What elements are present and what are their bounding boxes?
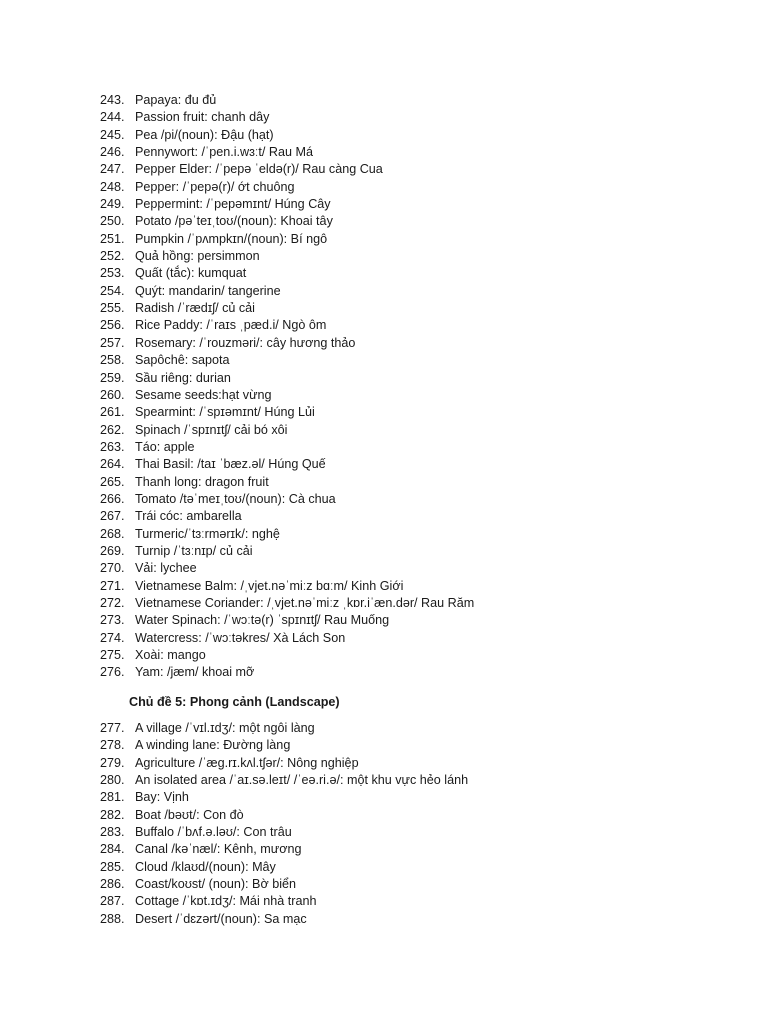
item-text: Watercress: /ˈwɔːtəkres/ Xà Lách Son	[135, 630, 346, 645]
item-text: Thai Basil: /taɪ ˈbæz.əl/ Húng Quế	[135, 457, 326, 472]
item-number: 270.	[100, 561, 125, 576]
item-number: 283.	[100, 825, 125, 840]
item-text: Radish /ˈrædɪʃ/ củ cải	[135, 301, 255, 316]
vocabulary-list-fruits-vegetables	[0, 92, 768, 682]
list-item	[0, 92, 768, 109]
list-item	[0, 560, 768, 577]
item-text: Vietnamese Coriander: /ˌvjet.nəˈmiːz ˌkɒr.iˈæn.dər/ Rau Răm	[135, 595, 475, 610]
item-text: Pennywort: /ˈpen.i.wɜːt/ Rau Má	[135, 145, 313, 160]
item-text: Sầu riêng: durian	[135, 370, 231, 385]
item-number: 248.	[100, 179, 125, 194]
list-item	[0, 161, 768, 178]
item-number: 260.	[100, 387, 125, 402]
item-text: An isolated area /ˈaɪ.sə.leɪt/ /ˈeə.ri.ə/: một khu vực hẻo lánh	[135, 773, 469, 788]
vocabulary-list-landscape	[0, 720, 768, 928]
item-number: 266.	[100, 491, 125, 506]
item-text: Agriculture /ˈæg.rɪ.kʌl.tʃər/: Nông nghiệp	[135, 755, 359, 770]
item-number: 286.	[100, 877, 125, 892]
item-number: 250.	[100, 214, 125, 229]
list-item	[0, 231, 768, 248]
list-item	[0, 196, 768, 213]
item-text: Quýt: mandarin/ tangerine	[135, 283, 281, 298]
item-text: Papaya: đu đủ	[135, 93, 217, 107]
list-item	[0, 578, 768, 595]
list-item	[0, 439, 768, 456]
item-text: Pea /pi/(noun): Đậu (hạt)	[135, 127, 274, 142]
item-number: 261.	[100, 405, 125, 420]
item-text: Vietnamese Balm: /ˌvjet.nəˈmiːz bɑːm/ Kinh Giới	[135, 578, 404, 593]
item-number: 269.	[100, 543, 125, 558]
item-text: Quất (tắc): kumquat	[135, 266, 247, 281]
item-text: Trái cóc: ambarella	[135, 509, 242, 524]
list-item	[0, 317, 768, 334]
list-item	[0, 144, 768, 161]
list-item	[0, 859, 768, 876]
list-item	[0, 404, 768, 421]
item-number: 253.	[100, 266, 125, 281]
item-number: 277.	[100, 721, 125, 735]
item-text: Buffalo /ˈbʌf.ə.ləʊ/: Con trâu	[135, 825, 292, 840]
item-number: 280.	[100, 773, 125, 788]
item-number: 254.	[100, 283, 125, 298]
item-text: Cottage /ˈkɒt.ɪdʒ/: Mái nhà tranh	[135, 894, 317, 909]
item-text: Water Spinach: /ˈwɔːtə(r) ˈspɪnɪtʃ/ Rau Muống	[135, 613, 390, 628]
item-text: A village /ˈvɪl.ɪdʒ/: một ngôi làng	[135, 721, 315, 735]
item-text: Desert /ˈdɛzərt/(noun): Sa mạc	[135, 911, 307, 926]
item-number: 284.	[100, 842, 125, 857]
list-item	[0, 526, 768, 543]
list-item	[0, 893, 768, 910]
list-item	[0, 824, 768, 841]
list-item	[0, 300, 768, 317]
item-number: 245.	[100, 127, 125, 142]
item-number: 251.	[100, 231, 125, 246]
list-item	[0, 283, 768, 300]
item-number: 262.	[100, 422, 125, 437]
list-item	[0, 265, 768, 282]
item-text: Turmeric/ˈtɜːrmərɪk/: nghệ	[135, 526, 280, 541]
item-number: 285.	[100, 859, 125, 874]
item-number: 247.	[100, 162, 125, 177]
item-text: Peppermint: /ˈpepəmɪnt/ Húng Cây	[135, 197, 331, 212]
item-text: A winding lane: Đường làng	[135, 738, 291, 753]
item-text: Sapôchê: sapota	[135, 353, 230, 368]
list-item	[0, 876, 768, 893]
item-text: Coast/koʊst/ (noun): Bờ biển	[135, 877, 297, 892]
list-item	[0, 911, 768, 928]
item-text: Xoài: mango	[135, 648, 206, 662]
list-item	[0, 789, 768, 806]
list-item	[0, 630, 768, 647]
item-number: 274.	[100, 630, 125, 645]
list-item	[0, 179, 768, 196]
item-number: 259.	[100, 370, 125, 385]
item-number: 287.	[100, 894, 125, 909]
section-title: Chủ đề 5: Phong cảnh (Landscape)	[129, 695, 340, 709]
list-item	[0, 755, 768, 772]
item-text: Pepper: /ˈpepə(r)/ ớt chuông	[135, 179, 295, 194]
item-number: 258.	[100, 353, 125, 368]
item-number: 282.	[100, 807, 125, 822]
list-item	[0, 737, 768, 754]
item-text: Canal /kəˈnæl/: Kênh, mương	[135, 842, 302, 857]
item-text: Táo: apple	[135, 439, 195, 454]
item-text: Passion fruit: chanh dây	[135, 110, 270, 125]
item-text: Boat /bəʊt/: Con đò	[135, 807, 244, 822]
item-number: 256.	[100, 318, 125, 333]
item-number: 255.	[100, 301, 125, 316]
item-text: Cloud /klaʊd/(noun): Mây	[135, 859, 276, 874]
list-item	[0, 248, 768, 265]
item-text: Vải: lychee	[135, 561, 197, 576]
item-text: Thanh long: dragon fruit	[135, 474, 269, 489]
item-number: 275.	[100, 648, 125, 662]
item-number: 244.	[100, 110, 125, 125]
list-item	[0, 841, 768, 858]
item-number: 246.	[100, 145, 125, 160]
list-item	[0, 387, 768, 404]
item-number: 243.	[100, 93, 125, 107]
list-item	[0, 664, 768, 681]
item-number: 272.	[100, 595, 125, 610]
item-text: Turnip /ˈtɜːnɪp/ củ cải	[135, 543, 253, 558]
item-number: 271.	[100, 578, 125, 593]
item-number: 267.	[100, 509, 125, 524]
item-number: 278.	[100, 738, 125, 753]
item-number: 268.	[100, 526, 125, 541]
item-text: Pepper Elder: /ˈpepə ˈeldə(r)/ Rau càng Cua	[135, 162, 383, 177]
item-number: 249.	[100, 197, 125, 212]
item-number: 273.	[100, 613, 125, 628]
item-text: Spinach /ˈspɪnɪtʃ/ cải bó xôi	[135, 422, 288, 437]
item-number: 264.	[100, 457, 125, 472]
item-number: 276.	[100, 665, 125, 680]
list-item	[0, 720, 768, 737]
item-number: 279.	[100, 755, 125, 770]
list-item	[0, 612, 768, 629]
item-number: 257.	[100, 335, 125, 350]
list-item	[0, 352, 768, 369]
list-item	[0, 456, 768, 473]
item-number: 288.	[100, 911, 125, 926]
list-item	[0, 370, 768, 387]
item-text: Quả hồng: persimmon	[135, 249, 260, 264]
item-text: Sesame seeds:hạt vừng	[135, 387, 272, 402]
item-text: Potato /pəˈteɪˌtoʊ/(noun): Khoai tây	[135, 214, 333, 229]
list-item	[0, 491, 768, 508]
item-text: Pumpkin /ˈpʌmpkɪn/(noun): Bí ngô	[135, 231, 328, 246]
list-item	[0, 772, 768, 789]
item-text: Tomato /təˈmeɪˌtoʊ/(noun): Cà chua	[135, 491, 336, 506]
list-item	[0, 127, 768, 144]
item-text: Rice Paddy: /ˈraɪs ˌpæd.i/ Ngò ôm	[135, 318, 327, 333]
list-item	[0, 422, 768, 439]
list-item	[0, 543, 768, 560]
item-text: Rosemary: /ˈrouzməri/: cây hương thảo	[135, 335, 356, 350]
list-item	[0, 595, 768, 612]
list-item	[0, 508, 768, 525]
item-number: 281.	[100, 790, 125, 805]
item-number: 263.	[100, 439, 125, 454]
list-item	[0, 474, 768, 491]
list-item	[0, 807, 768, 824]
item-number: 265.	[100, 474, 125, 489]
item-number: 252.	[100, 249, 125, 264]
item-text: Bay: Vịnh	[135, 790, 189, 805]
list-item	[0, 213, 768, 230]
item-text: Spearmint: /ˈspɪəmɪnt/ Húng Lủi	[135, 405, 315, 420]
list-item	[0, 647, 768, 664]
list-item	[0, 109, 768, 126]
list-item	[0, 335, 768, 352]
item-text: Yam: /jæm/ khoai mỡ	[135, 665, 255, 680]
